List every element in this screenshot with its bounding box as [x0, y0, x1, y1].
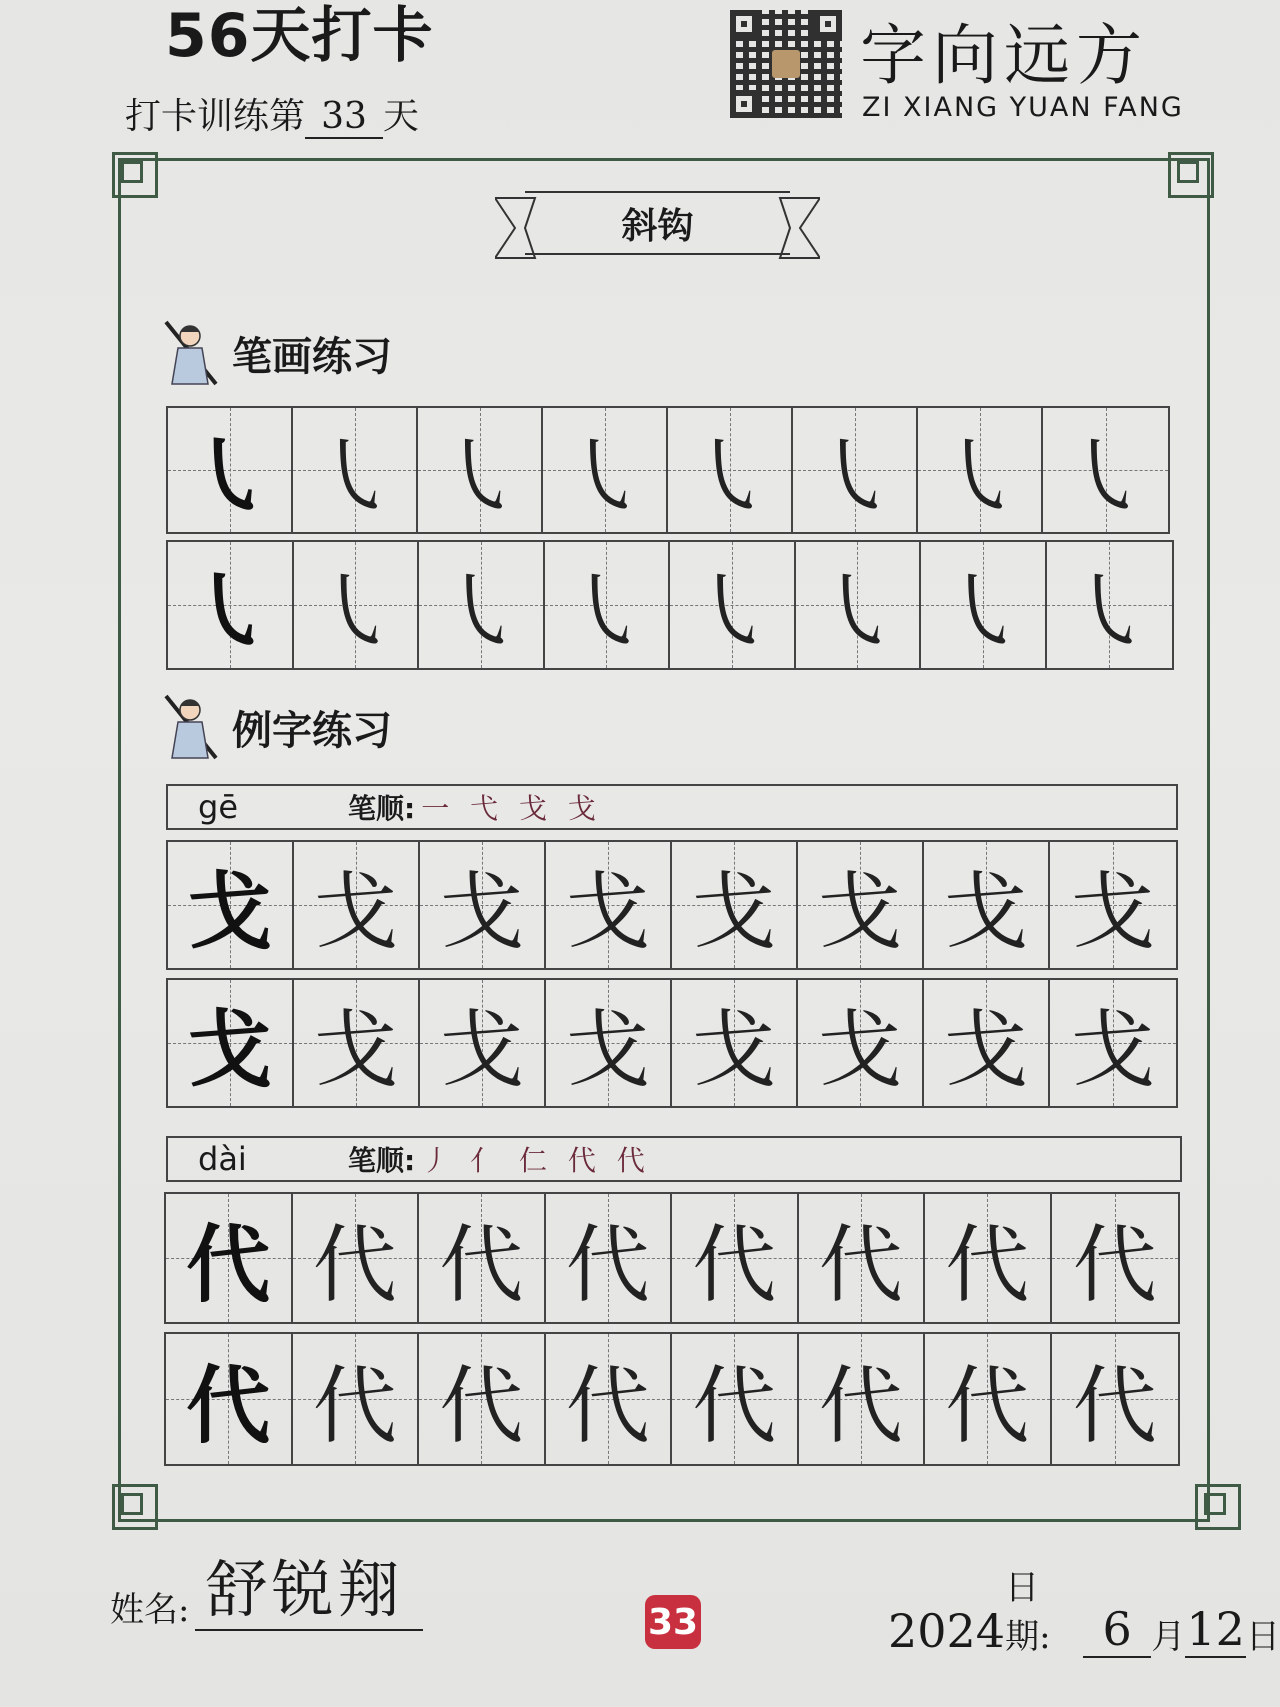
char-info-bar-1 [166, 784, 1178, 830]
corner-ornament-icon [112, 1484, 158, 1530]
date-label: 日期: [1005, 1568, 1051, 1657]
corner-ornament-icon [112, 152, 158, 198]
char-glyph: 戈 [691, 1000, 776, 1099]
char-glyph: 戈 [565, 1000, 650, 1099]
stroke-glyph: ㇂ [562, 427, 647, 526]
char-practice-cell [672, 980, 798, 1106]
char-practice-cell [1050, 842, 1176, 968]
char-practice-cell [419, 1334, 546, 1464]
stroke-glyph: ㇂ [313, 562, 398, 661]
char-practice-cell [546, 980, 672, 1106]
stroke-practice-cell [168, 542, 294, 668]
section-example-practice [160, 692, 392, 762]
char-practice-cell [1052, 1334, 1179, 1464]
stroke-glyph: ㇂ [564, 562, 649, 661]
char-glyph: 代 [186, 1214, 271, 1314]
section-stroke-practice [160, 318, 392, 388]
month-unit: 月 [1151, 1617, 1186, 1657]
char-glyph: 代 [312, 1356, 397, 1455]
char-glyph: 戈 [439, 1000, 524, 1099]
char-glyph: 戈 [817, 862, 902, 961]
char-practice-row-ge-2 [166, 978, 1178, 1108]
stroke-practice-cell [796, 542, 922, 668]
char-practice-cell [672, 1194, 799, 1322]
stroke-glyph: ㇂ [187, 561, 272, 661]
char-practice-cell [419, 1194, 546, 1322]
char-glyph: 戈 [187, 861, 272, 961]
char-glyph: 代 [565, 1356, 650, 1455]
stroke-practice-cell [918, 408, 1043, 532]
char-glyph: 戈 [1070, 1000, 1155, 1099]
char-glyph: 戈 [187, 999, 272, 1099]
char-practice-cell [546, 1334, 673, 1464]
char-practice-cell [294, 842, 420, 968]
char-practice-cell [168, 842, 294, 968]
stroke-glyph: ㇂ [437, 427, 522, 526]
char-glyph: 戈 [1070, 862, 1155, 961]
date-field [888, 1560, 1280, 1658]
char-practice-cell [1050, 980, 1176, 1106]
page-number-badge: 33 [645, 1595, 701, 1649]
char-glyph: 戈 [313, 1000, 398, 1099]
char-practice-cell [293, 1334, 420, 1464]
name-label: 姓名: [110, 1590, 190, 1630]
char-glyph: 代 [945, 1215, 1030, 1314]
char-glyph: 戈 [313, 862, 398, 961]
stroke-practice-cell [793, 408, 918, 532]
char-practice-row-dai-1 [164, 1192, 1180, 1324]
char-practice-cell [925, 1334, 1052, 1464]
char-practice-cell [799, 1194, 926, 1322]
char-practice-cell [798, 980, 924, 1106]
day-unit: 日 [1246, 1617, 1280, 1657]
char-practice-cell [420, 980, 546, 1106]
char-glyph: 戈 [817, 1000, 902, 1099]
stroke-glyph: ㇂ [937, 427, 1022, 526]
brand-logo-text: 字向远方 [860, 17, 1148, 94]
scholar-figure-icon [160, 692, 222, 762]
char-glyph: 代 [818, 1356, 903, 1455]
stroke-practice-row-2 [166, 540, 1174, 670]
char-practice-cell [166, 1194, 293, 1322]
section-title: 笔画练习 [232, 333, 392, 380]
pinyin: dài [198, 1140, 247, 1178]
stroke-glyph: ㇂ [187, 426, 272, 526]
char-glyph: 代 [439, 1356, 524, 1455]
stroke-glyph: ㇂ [1067, 562, 1152, 661]
stroke-order-sequence: 一 弋 戈 戈 [421, 792, 602, 825]
date-year: 2024 [888, 1604, 1006, 1658]
stroke-glyph: ㇂ [812, 427, 897, 526]
char-practice-cell [546, 1194, 673, 1322]
char-glyph: 代 [692, 1215, 777, 1314]
char-info-bar-2 [166, 1136, 1182, 1182]
corner-ornament-icon [1195, 1484, 1241, 1530]
stroke-practice-cell [418, 408, 543, 532]
stroke-glyph: ㇂ [312, 427, 397, 526]
qr-code-icon [730, 10, 842, 118]
char-practice-cell [925, 1194, 1052, 1322]
char-glyph: 代 [439, 1215, 524, 1314]
stroke-practice-cell [168, 408, 293, 532]
page-heading: 56天打卡 [165, 1, 434, 71]
stroke-practice-cell [545, 542, 671, 668]
stroke-glyph: ㇂ [940, 562, 1025, 661]
scholar-figure-icon [160, 318, 222, 388]
char-practice-cell [924, 980, 1050, 1106]
stroke-practice-cell [294, 542, 420, 668]
char-glyph: 代 [1072, 1356, 1157, 1455]
title-banner [495, 186, 820, 268]
corner-ornament-icon [1168, 152, 1214, 198]
char-glyph: 代 [692, 1356, 777, 1455]
stroke-glyph: ㇂ [815, 562, 900, 661]
char-practice-cell [672, 842, 798, 968]
char-practice-cell [420, 842, 546, 968]
stroke-practice-row-1 [166, 406, 1170, 534]
char-practice-cell [546, 842, 672, 968]
char-glyph: 戈 [439, 862, 524, 961]
day-prefix: 打卡训练第 [125, 96, 306, 137]
section-title: 例字练习 [232, 707, 392, 754]
char-practice-row-ge-1 [166, 840, 1178, 970]
char-practice-cell [799, 1334, 926, 1464]
stroke-practice-cell [1047, 542, 1173, 668]
char-glyph: 代 [1072, 1215, 1157, 1314]
banner-title: 斜钩 [621, 206, 694, 247]
char-glyph: 代 [945, 1356, 1030, 1455]
pinyin: gē [198, 788, 238, 826]
char-glyph: 戈 [943, 862, 1028, 961]
name-field [110, 1540, 423, 1631]
stroke-glyph: ㇂ [689, 562, 774, 661]
name-value: 舒锐翔 [195, 1540, 423, 1631]
char-practice-cell [924, 842, 1050, 968]
char-glyph: 代 [818, 1215, 903, 1314]
stroke-practice-cell [293, 408, 418, 532]
stroke-practice-cell [419, 542, 545, 668]
date-day: 12 [1186, 1602, 1245, 1656]
char-practice-cell [798, 842, 924, 968]
stroke-practice-cell [1043, 408, 1168, 532]
day-value: 33 [305, 96, 383, 139]
stroke-glyph: ㇂ [1063, 427, 1148, 526]
stroke-order-label: 笔顺: [348, 1144, 416, 1177]
char-glyph: 戈 [943, 1000, 1028, 1099]
char-practice-cell [294, 980, 420, 1106]
char-glyph: 代 [565, 1215, 650, 1314]
stroke-practice-cell [921, 542, 1047, 668]
stroke-practice-cell [668, 408, 793, 532]
char-glyph: 代 [186, 1355, 271, 1455]
stroke-glyph: ㇂ [438, 562, 523, 661]
day-counter [125, 88, 419, 139]
char-glyph: 代 [312, 1215, 397, 1314]
char-practice-row-dai-2 [164, 1332, 1180, 1466]
char-practice-cell [166, 1334, 293, 1464]
char-practice-cell [672, 1334, 799, 1464]
day-suffix: 天 [383, 96, 420, 137]
char-practice-cell [168, 980, 294, 1106]
char-glyph: 戈 [565, 862, 650, 961]
stroke-glyph: ㇂ [687, 427, 772, 526]
date-month: 6 [1083, 1602, 1152, 1658]
stroke-practice-cell [670, 542, 796, 668]
stroke-order-sequence: 丿 亻 仁 代 代 [421, 1144, 651, 1177]
stroke-order-label: 笔顺: [348, 792, 416, 825]
char-practice-cell [1052, 1194, 1179, 1322]
char-glyph: 戈 [691, 862, 776, 961]
char-practice-cell [293, 1194, 420, 1322]
brand-subtitle: ZI XIANG YUAN FANG [862, 92, 1184, 123]
stroke-practice-cell [543, 408, 668, 532]
